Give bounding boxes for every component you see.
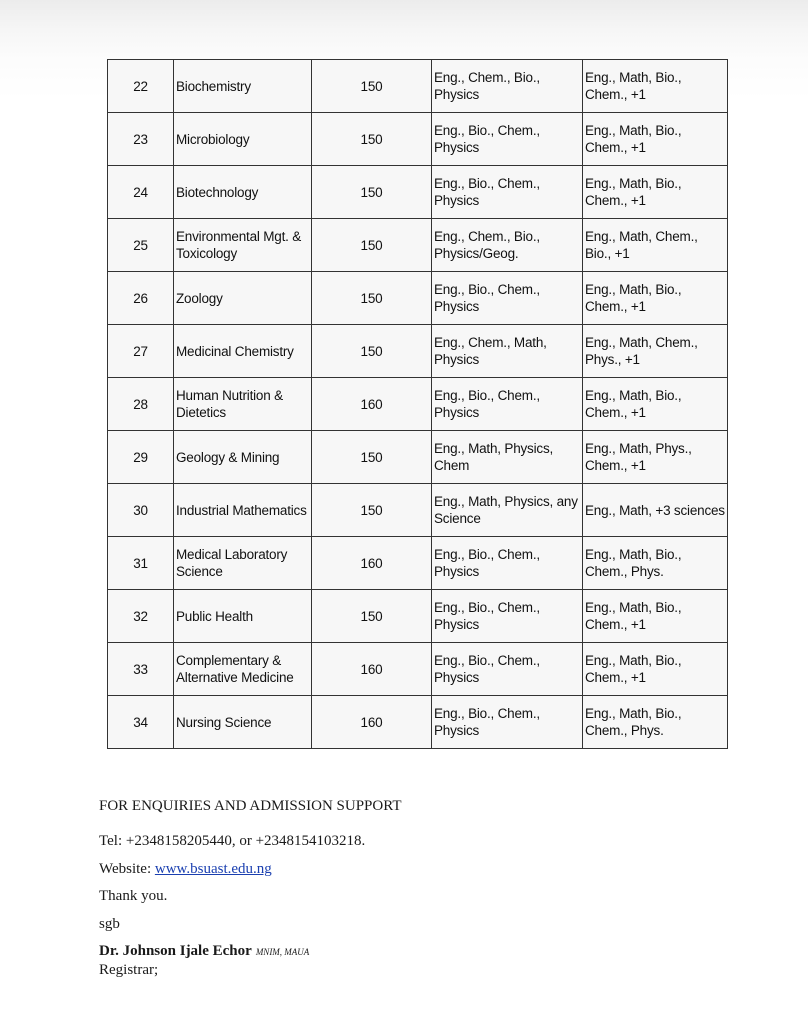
table-row [108,484,728,537]
olevel-requirements: Eng., Bio., Chem., Physics [432,590,583,643]
course-name: Human Nutrition & Dietetics [174,378,312,431]
signatory-title: Registrar; [99,962,159,978]
cutoff-mark: 150 [312,590,432,643]
row-number: 28 [108,378,174,431]
signatory-postnominals: MNIM, MAUA [255,947,310,957]
olevel-requirements: Eng., Chem., Bio., Physics/Geog. [432,219,583,272]
utme-subjects: Eng., Math, Chem., Phys., +1 [583,325,728,378]
olevel-requirements: Eng., Bio., Chem., Physics [432,272,583,325]
website-link[interactable]: www.bsuast.edu.ng [154,861,272,877]
row-number: 30 [108,484,174,537]
cutoff-mark: 150 [312,219,432,272]
course-requirements-table [107,59,728,749]
utme-subjects: Eng., Math, Bio., Chem., +1 [583,378,728,431]
cutoff-mark: 160 [312,696,432,749]
utme-subjects: Eng., Math, +3 sciences [583,484,728,537]
utme-subjects: Eng., Math, Bio., Chem., Phys. [583,537,728,590]
olevel-requirements: Eng., Chem., Bio., Physics [432,60,583,113]
course-name: Industrial Mathematics [174,484,312,537]
table-row [108,219,728,272]
olevel-requirements: Eng., Math, Physics, any Science [432,484,583,537]
course-name: Nursing Science [174,696,312,749]
row-number: 33 [108,643,174,696]
table-row [108,378,728,431]
table-row [108,325,728,378]
olevel-requirements: Eng., Bio., Chem., Physics [432,537,583,590]
course-name: Complementary & Alternative Medicine [174,643,312,696]
utme-subjects: Eng., Math, Chem., Bio., +1 [583,219,728,272]
row-number: 25 [108,219,174,272]
course-name: Biochemistry [174,60,312,113]
row-number: 32 [108,590,174,643]
olevel-requirements: Eng., Math, Physics, Chem [432,431,583,484]
cutoff-mark: 150 [312,166,432,219]
table-row [108,113,728,166]
row-number: 27 [108,325,174,378]
table-row [108,696,728,749]
signatory-line [99,943,309,960]
course-name: Microbiology [174,113,312,166]
cutoff-mark: 160 [312,537,432,590]
row-number: 24 [108,166,174,219]
course-name: Biotechnology [174,166,312,219]
sgb-text: sgb [99,916,120,932]
thank-you-text: Thank you. [99,888,168,904]
utme-subjects: Eng., Math, Bio., Chem., +1 [583,166,728,219]
cutoff-mark: 150 [312,325,432,378]
utme-subjects: Eng., Math, Bio., Chem., +1 [583,590,728,643]
cutoff-mark: 160 [312,643,432,696]
telephone-line: Tel: +2348158205440, or +2348154103218. [99,833,366,849]
olevel-requirements: Eng., Bio., Chem., Physics [432,696,583,749]
cutoff-mark: 160 [312,378,432,431]
utme-subjects: Eng., Math, Bio., Chem., +1 [583,643,728,696]
course-name: Medical Laboratory Science [174,537,312,590]
course-name: Medicinal Chemistry [174,325,312,378]
course-name: Zoology [174,272,312,325]
olevel-requirements: Eng., Bio., Chem., Physics [432,643,583,696]
utme-subjects: Eng., Math, Bio., Chem., +1 [583,113,728,166]
cutoff-mark: 150 [312,272,432,325]
utme-subjects: Eng., Math, Bio., Chem., +1 [583,272,728,325]
table-row [108,431,728,484]
table-row [108,166,728,219]
row-number: 29 [108,431,174,484]
row-number: 22 [108,60,174,113]
course-name: Geology & Mining [174,431,312,484]
utme-subjects: Eng., Math, Bio., Chem., +1 [583,60,728,113]
course-name: Public Health [174,590,312,643]
row-number: 34 [108,696,174,749]
row-number: 26 [108,272,174,325]
website-line [99,861,272,878]
table-row [108,60,728,113]
cutoff-mark: 150 [312,431,432,484]
row-number: 31 [108,537,174,590]
signatory-name: Dr. Johnson Ijale Echor [99,943,252,959]
table-row [108,272,728,325]
olevel-requirements: Eng., Chem., Math, Physics [432,325,583,378]
table-row [108,590,728,643]
olevel-requirements: Eng., Bio., Chem., Physics [432,166,583,219]
cutoff-mark: 150 [312,484,432,537]
cutoff-mark: 150 [312,113,432,166]
cutoff-mark: 150 [312,60,432,113]
table-row [108,537,728,590]
course-name: Environmental Mgt. & Toxicology [174,219,312,272]
enquiries-heading: FOR ENQUIRIES AND ADMISSION SUPPORT [99,798,402,814]
website-label: Website: [99,861,155,877]
utme-subjects: Eng., Math, Phys., Chem., +1 [583,431,728,484]
row-number: 23 [108,113,174,166]
olevel-requirements: Eng., Bio., Chem., Physics [432,378,583,431]
table-body [108,60,728,749]
utme-subjects: Eng., Math, Bio., Chem., Phys. [583,696,728,749]
table-row [108,643,728,696]
olevel-requirements: Eng., Bio., Chem., Physics [432,113,583,166]
